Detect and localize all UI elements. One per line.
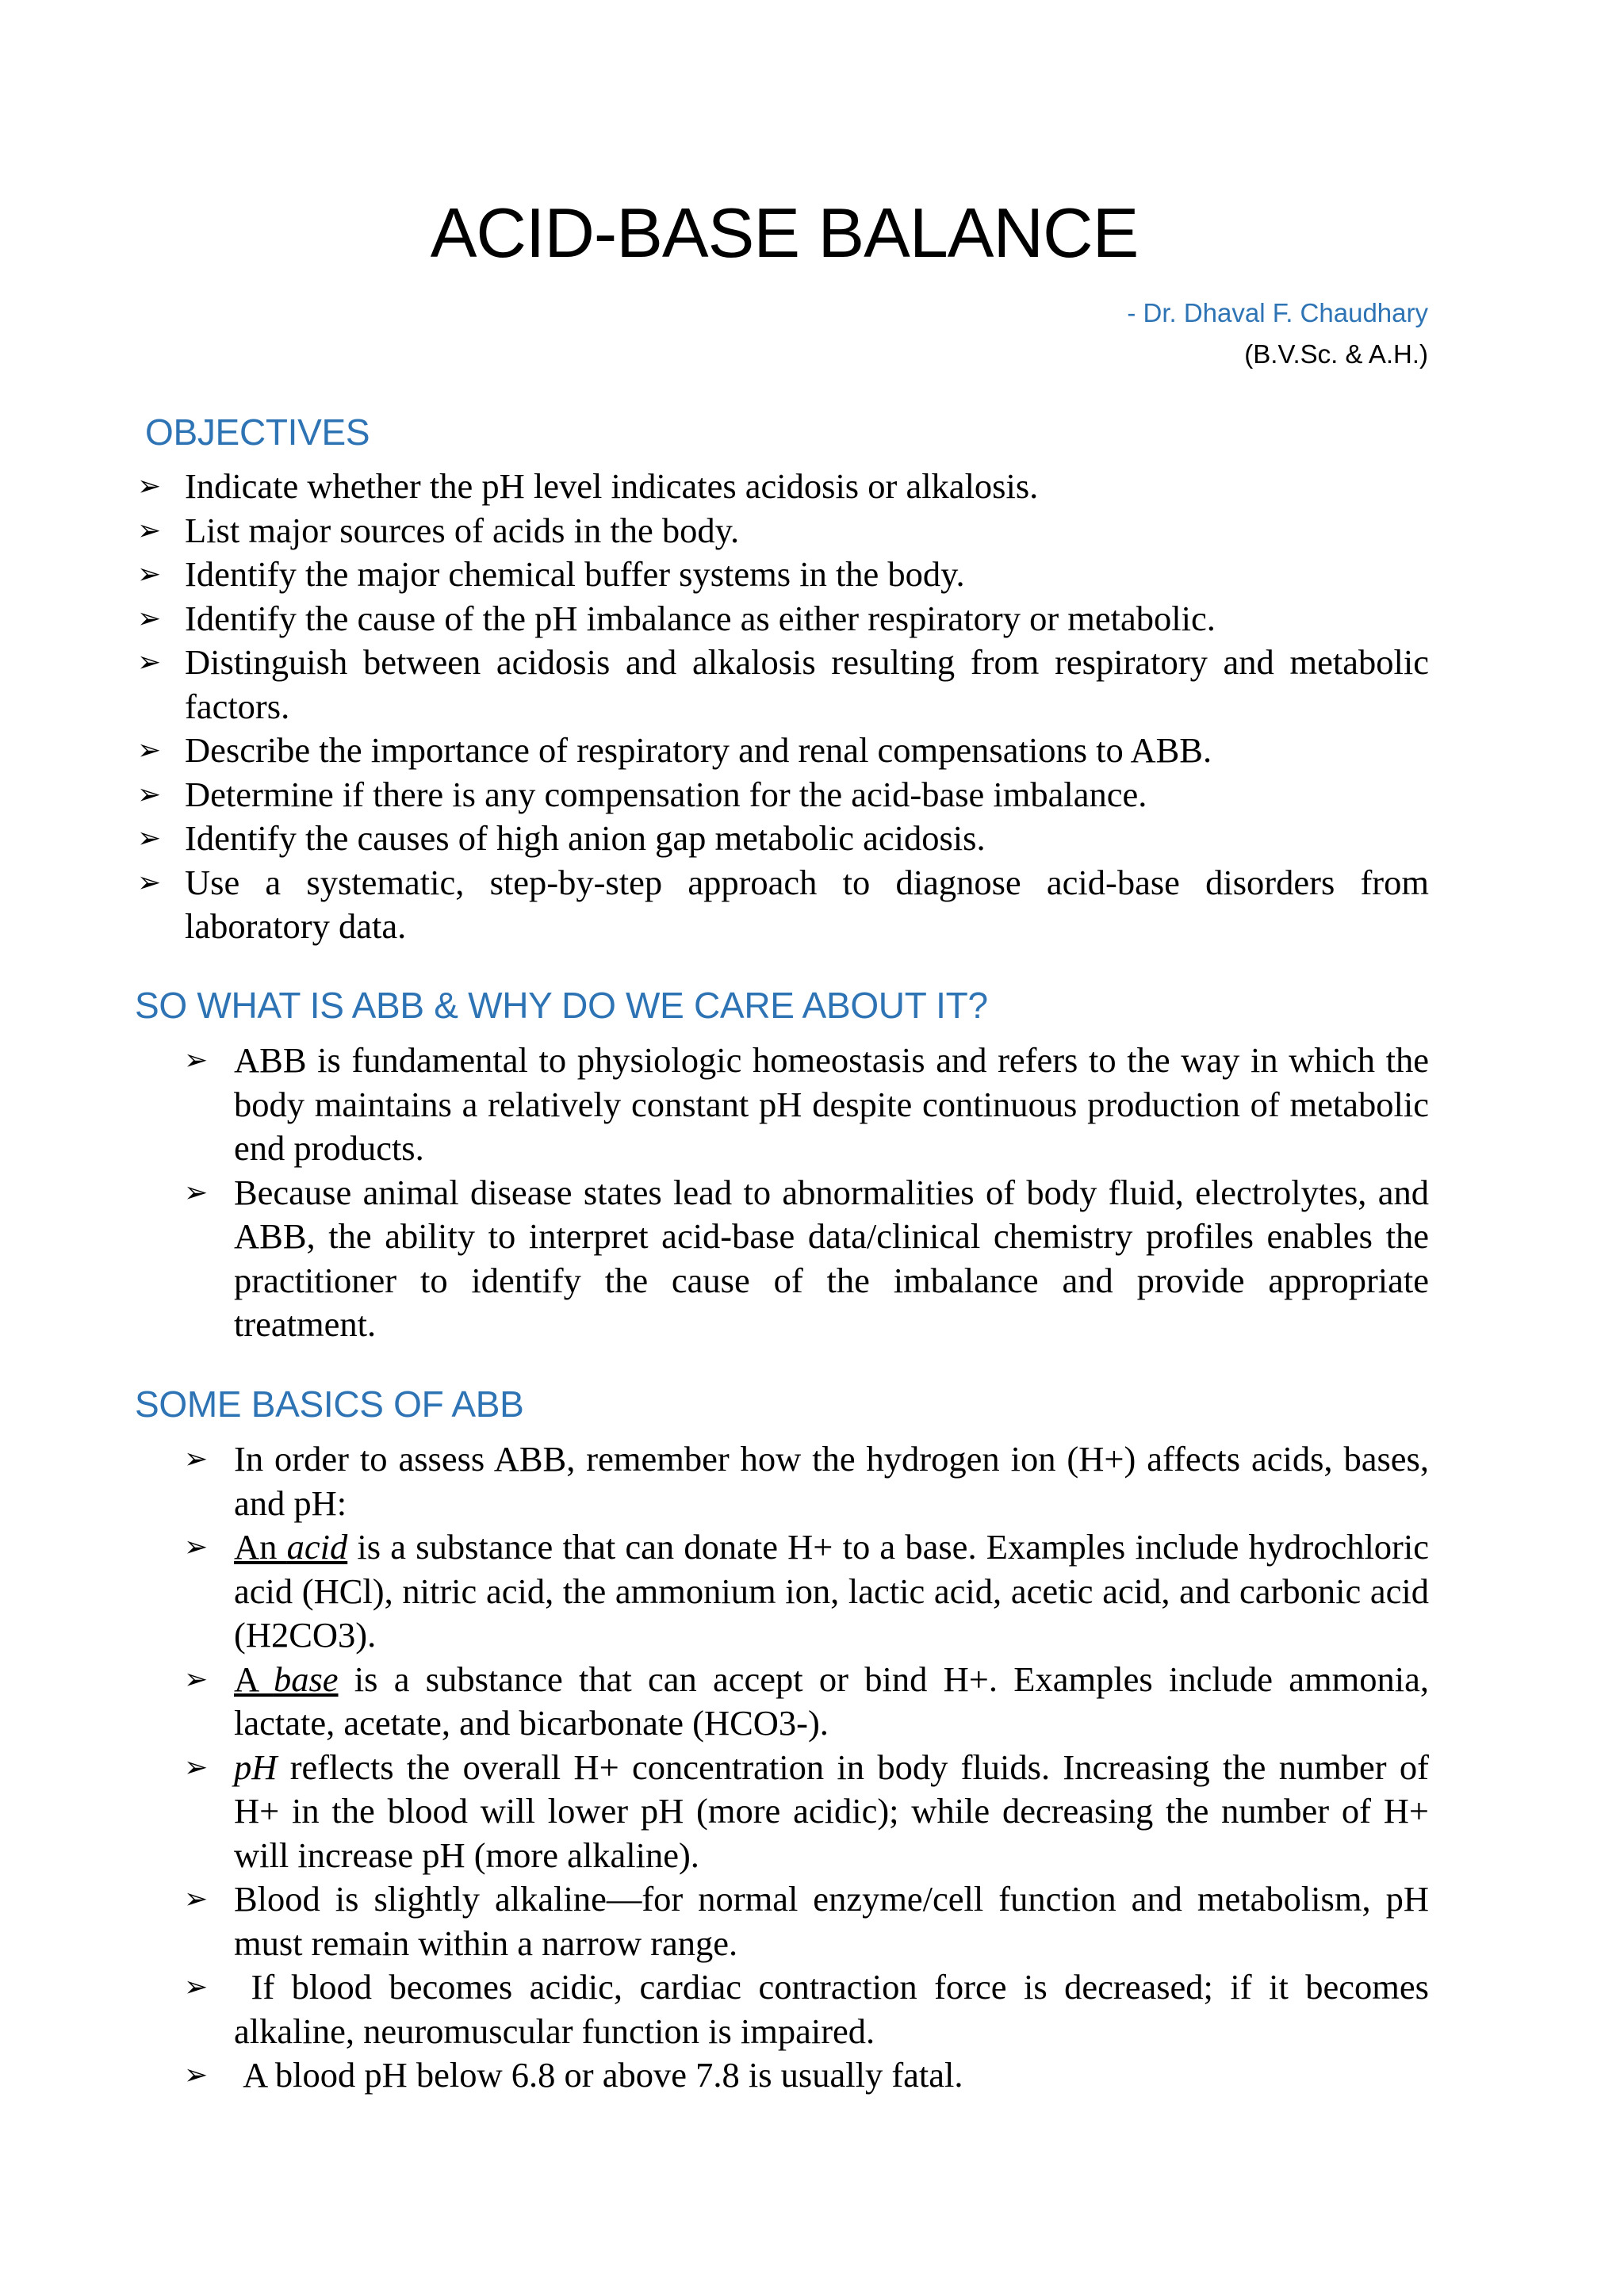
arrow-bullet-icon: ➢ xyxy=(137,514,162,547)
what-is-abb-list xyxy=(184,1039,1429,1347)
arrow-bullet-icon: ➢ xyxy=(137,602,162,635)
basics-list xyxy=(184,1437,1438,2098)
arrow-bullet-icon: ➢ xyxy=(137,734,162,767)
document-title: ACID-BASE BALANCE xyxy=(430,193,1139,272)
list-item: ➢ An acid is a substance that can donate H+ to a base. Examples include hydrochloric acid (HCl), nitric acid, the ammonium ion, lactic acid, acetic acid, and carbonic acid (H2CO3). xyxy=(184,1527,1429,1655)
list-item: ➢ Use a systematic, step-by-step approach to diagnose acid-base disorders from laboratory data. xyxy=(137,862,1429,946)
list-item: ➢ Identify the major chemical buffer systems in the body. xyxy=(185,553,1429,597)
list-item: ➢ If blood becomes acidic, cardiac contraction force is decreased; if it becomes alkaline, neuromuscular function is impaired. xyxy=(184,1967,1438,2051)
list-item: ➢ Because animal disease states lead to abnormalities of body fluid, electrolytes, and ABB, the ability to interpret acid-base data/clinical chemistry profiles enables the practitioner to identify the cause of the imbalance and provide appropriate treatment. xyxy=(184,1172,1429,1344)
arrow-bullet-icon: ➢ xyxy=(184,1883,209,1915)
arrow-bullet-icon: ➢ xyxy=(137,778,162,811)
base-term: base xyxy=(273,1659,339,1699)
list-item: ➢ Identify the cause of the pH imbalance as either respiratory or metabolic. xyxy=(185,597,1429,641)
arrow-bullet-icon: ➢ xyxy=(137,646,162,679)
ph-term: pH xyxy=(234,1747,278,1787)
arrow-bullet-icon: ➢ xyxy=(184,1531,209,1563)
list-item: ➢ List major sources of acids in the body. xyxy=(185,509,1429,553)
list-item: ➢ Determine if there is any compensation for the acid-base imbalance. xyxy=(185,773,1429,817)
arrow-bullet-icon: ➢ xyxy=(137,558,162,591)
author-credentials: (B.V.Sc. & A.H.) xyxy=(1244,339,1428,369)
list-item: ➢ Describe the importance of respiratory and renal compensations to ABB. xyxy=(185,729,1429,773)
list-item: ➢ ABB is fundamental to physiologic homeostasis and refers to the way in which the body maintains a relatively constant pH despite continuous production of metabolic end products. xyxy=(184,1040,1429,1168)
list-item: ➢ A blood pH below 6.8 or above 7.8 is usually fatal. xyxy=(234,2053,1429,2098)
list-item: ➢ A base is a substance that can accept or bind H+. Examples include ammonia, lactate, acetate, and bicarbonate (HCO3-). xyxy=(184,1659,1429,1743)
basics-heading: SOME BASICS OF ABB xyxy=(135,1383,524,1425)
acid-term: acid xyxy=(286,1527,348,1567)
list-item: ➢ Blood is slightly alkaline—for normal enzyme/cell function and metabolism, pH must remain within a narrow range. xyxy=(184,1879,1429,1963)
arrow-bullet-icon: ➢ xyxy=(137,822,162,855)
arrow-bullet-icon: ➢ xyxy=(184,1044,209,1077)
arrow-bullet-icon: ➢ xyxy=(184,1751,209,1784)
arrow-bullet-icon: ➢ xyxy=(184,1176,209,1209)
list-item: ➢ Identify the causes of high anion gap metabolic acidosis. xyxy=(185,817,1429,861)
list-item: ➢ Distinguish between acidosis and alkalosis resulting from respiratory and metabolic factors. xyxy=(137,642,1429,726)
arrow-bullet-icon: ➢ xyxy=(184,1663,209,1696)
arrow-bullet-icon: ➢ xyxy=(137,866,162,899)
arrow-bullet-icon: ➢ xyxy=(184,1971,209,2003)
list-item: ➢ In order to assess ABB, remember how the hydrogen ion (H+) affects acids, bases, and pH: xyxy=(184,1439,1429,1523)
list-item: ➢ pH reflects the overall H+ concentration in body fluids. Increasing the number of H+ in the blood will lower pH (more acidic); while decreasing the number of H+ will increase pH (more alkaline). xyxy=(184,1747,1429,1875)
arrow-bullet-icon: ➢ xyxy=(184,1443,209,1475)
objectives-heading: OBJECTIVES xyxy=(145,411,370,453)
arrow-bullet-icon: ➢ xyxy=(184,2059,209,2091)
what-is-abb-heading: SO WHAT IS ABB & WHY DO WE CARE ABOUT IT? xyxy=(135,985,988,1026)
author-name: - Dr. Dhaval F. Chaudhary xyxy=(1127,298,1428,327)
list-item: ➢ Indicate whether the pH level indicates acidosis or alkalosis. xyxy=(185,465,1429,509)
objectives-list xyxy=(137,465,1429,949)
arrow-bullet-icon: ➢ xyxy=(137,470,162,503)
